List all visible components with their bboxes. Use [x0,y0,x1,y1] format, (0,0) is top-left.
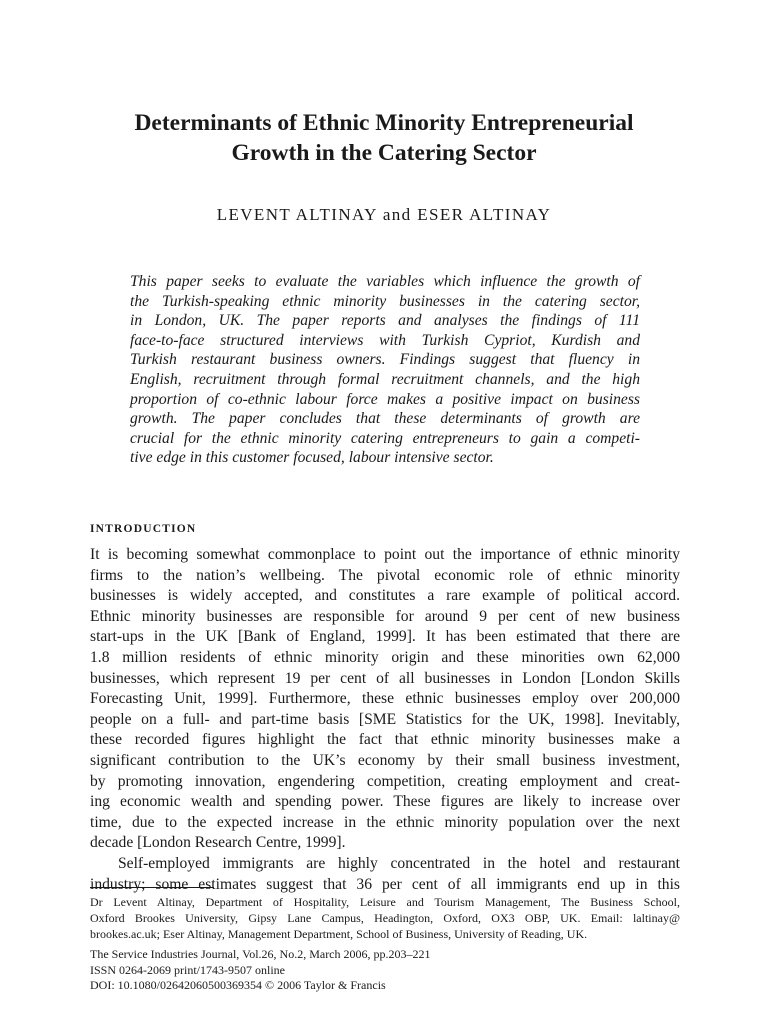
journal-info [90,947,680,994]
abstract-line: English, recruitment through formal recruitment channels, and the high [130,370,640,388]
body-line: by promoting innovation, engendering competition, creating employment and creat- [90,772,680,790]
abstract-line: tive edge in this customer focused, labour intensive sector. [130,449,494,467]
body-line: firms to the nation’s wellbeing. The pivotal economic role of ethnic minority [90,566,680,584]
body-line: decade [London Research Centre, 1999]. [90,834,346,852]
authors: LEVENT ALTINAY and ESER ALTINAY [216,205,552,224]
abstract-line: Turkish restaurant business owners. Findings suggest that fluency in [130,351,640,369]
journal-doi: DOI: 10.1080/02642060500369354 © 2006 Taylor & Francis [90,978,386,993]
body-line: people on a full- and part-time basis [SME Statistics for the UK, 1998]. Inevitably, [90,710,680,728]
title-line: Growth in the Catering Sector [231,140,537,166]
body-line: time, due to the expected increase in the ethnic minority population over the next [90,813,680,831]
body-line: ing economic wealth and spending power. These figures are likely to increase over [90,793,680,811]
body-line: industry; some estimates suggest that 36 per cent of all immigrants end up in this [90,875,680,893]
body-line: businesses is widely accepted, and constitutes a rare example of political accord. [90,587,680,605]
body-line: these recorded figures highlight the fact that ethnic minority businesses make a [90,731,680,749]
body-line: Ethnic minority businesses are responsible for around 9 per cent of new business [90,607,680,625]
abstract-line: the Turkish-speaking ethnic minority businesses in the catering sector, [130,292,640,310]
journal-citation: The Service Industries Journal, Vol.26, No.2, March 2006, pp.203–221 [90,947,431,961]
body-line: Self-employed immigrants are highly concentrated in the hotel and restaurant [118,854,680,872]
body-text [90,545,680,895]
body-line: Forecasting Unit, 1999]. Furthermore, these ethnic businesses employ over 200,000 [90,690,680,708]
title-line: Determinants of Ethnic Minority Entrepreneurial [134,110,634,136]
author-affiliation-footnote [90,894,680,943]
section-heading-introduction: INTRODUCTION [90,523,197,535]
abstract-line: face-to-face structured interviews with Turkish Cypriot, Kurdish and [130,331,640,349]
paper-title [60,108,708,168]
body-line: 1.8 million residents of ethnic minority origin and these minorities own 62,000 [90,648,680,666]
body-line: It is becoming somewhat commonplace to point out the importance of ethnic minority [90,546,680,563]
abstract-line: This paper seeks to evaluate the variables which influence the growth of [130,273,640,290]
body-line: businesses, which represent 19 per cent of all businesses in London [London Skills [90,669,680,687]
footnote-divider [90,887,214,888]
abstract-line: proportion of co-ethnic labour force makes a positive impact on business [130,390,640,408]
body-line: start-ups in the UK [Bank of England, 1999]. It has been estimated that there are [90,628,680,646]
abstract-line: growth. The paper concludes that these determinants of growth are [130,410,640,428]
footnote-line: brookes.ac.uk; Eser Altinay, Management Department, School of Business, University of Reading, UK. [90,927,588,942]
abstract [130,272,640,468]
body-line: significant contribution to the UK’s economy by their small business investment, [90,751,680,769]
abstract-line: crucial for the ethnic minority catering entrepreneurs to gain a competi- [130,429,640,447]
journal-issn: ISSN 0264-2069 print/1743-9507 online [90,962,285,977]
abstract-line: in London, UK. The paper reports and analyses the findings of 111 [130,312,640,330]
footnote-line: Oxford Brookes University, Gipsy Lane Campus, Headington, Oxford, OX3 OBP, UK. Email: laltinay@ [90,911,680,926]
footnote-line: Dr Levent Altinay, Department of Hospitality, Leisure and Tourism Management, The Business School, [90,895,680,909]
